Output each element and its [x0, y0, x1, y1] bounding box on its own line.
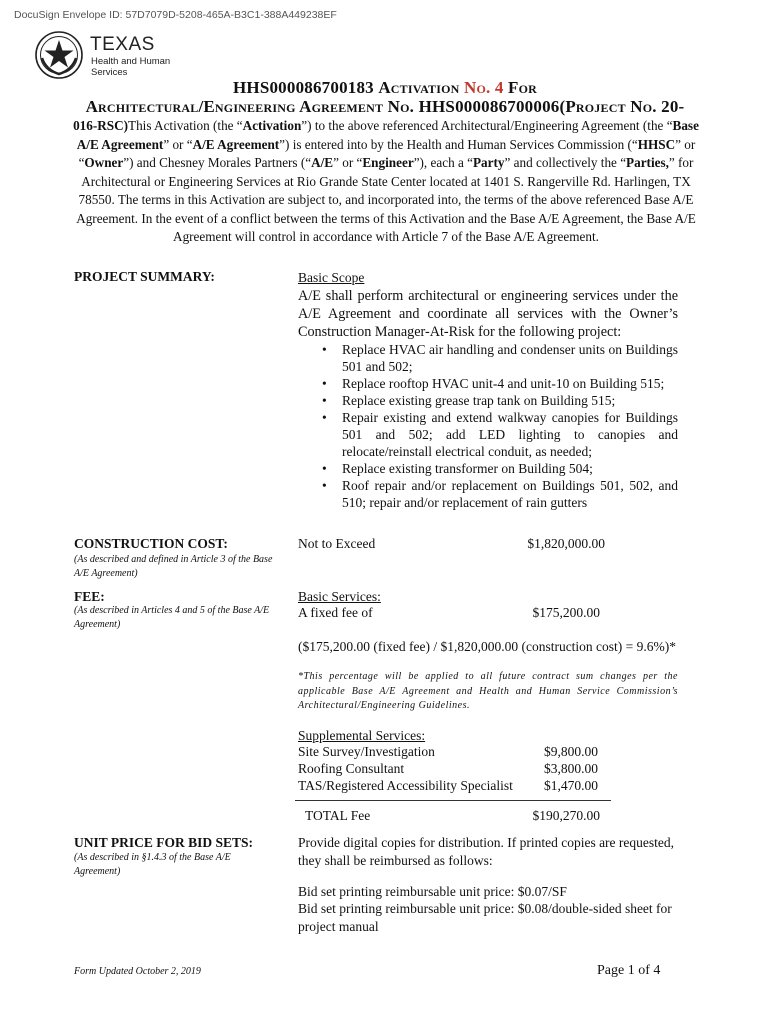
intro-paragraph: 016-RSC)This Activation (the “Activation”) to the above referenced Architectural/Engineering Agreement (the “Base A/E Agreement” or “A/E Agreement”) is entered into by the Health and Human Services Commission (“HHSC” or “Owner”) and Chesney Morales Partners (“A/E” or “Engineer”), each a “Party” and collectively the “Parties,” for Architectural or Engineering Services at Rio Grande State Center located at 1401 S. Rangerville Rd. Harlingen, TX 78550. The terms in this Activation are subject to, and incorporated into, the terms of the above referenced Base A/E Agreement. In the event of a conflict between the terms of this Activation and the Base A/E Agreement, the Base A/E Agreement will control in accordance with Article 7 of the Base A/E Agreement. [73, 118, 699, 244]
scope-list-item: • Replace HVAC air handling and condenser units on Buildings 501 and 502; [342, 341, 678, 375]
construction-cost-note: (As described and defined in Article 3 of the Base A/E Agreement) [74, 554, 273, 579]
title-line-1: HHS000086700183 Activation No. 4 For [232, 78, 538, 97]
total-divider [295, 800, 611, 801]
supplemental-item-name: Site Survey/Investigation [298, 744, 435, 759]
total-fee-label: TOTAL Fee [305, 808, 371, 823]
basic-scope-heading: Basic Scope [298, 270, 365, 285]
fee-footnote: *This percentage will be applied to all future contract sum changes per the applicable Base A/E Agreement and Health and Human Service Commission’s Architectural/Engineering Guidelines. [298, 671, 678, 711]
unit-price-text: Provide digital copies for distribution. If printed copies are requested, they shall be reimbursed as follows: [298, 835, 675, 868]
hhs-logo [34, 30, 184, 82]
scope-list-item: • Roof repair and/or replacement on Buildings 501, 502, and 510; repair and/or replacement of rain gutters [342, 477, 678, 511]
supplemental-item-amount: $1,470.00 [544, 778, 598, 793]
texas-seal-icon [34, 30, 84, 80]
supplemental-item-name: TAS/Registered Accessibility Specialist [298, 778, 513, 793]
logo-subtitle: Health and Human Services [91, 56, 171, 78]
logo-texas-text: TEXAS [90, 34, 155, 55]
title-line-2: Architectural/Engineering Agreement No. HHS000086700006(Project No. 20- [85, 97, 685, 116]
unit-price-line-2: Bid set printing reimbursable unit price: $0.08/double-sided sheet for project manual [298, 901, 672, 934]
fee-label: FEE: [74, 589, 105, 604]
construction-cost-amount: $1,820,000.00 [527, 536, 605, 551]
fee-formula: ($175,200.00 (fixed fee) / $1,820,000.00 (construction cost) = 9.6%)* [298, 639, 677, 654]
total-fee-amount: $190,270.00 [532, 808, 600, 823]
scope-list-item: • Replace existing grease trap tank on Building 515; [342, 392, 678, 409]
supplemental-heading: Supplemental Services: [298, 728, 426, 743]
envelope-id: DocuSign Envelope ID: 57D7079D-5208-465A-B3C1-388A449238EF [14, 9, 337, 21]
supplemental-item-amount: $9,800.00 [544, 744, 598, 759]
page-number: Page 1 of 4 [597, 963, 661, 978]
scope-list-item: • Replace rooftop HVAC unit-4 and unit-10 on Building 515; [342, 375, 678, 392]
basic-services-heading: Basic Services: [298, 589, 381, 604]
fee-note: (As described in Articles 4 and 5 of the Base A/E Agreement) [74, 605, 270, 630]
basic-scope-text: A/E shall perform architectural or engineering services under the A/E Agreement and coordinate all services with the Owner’s Construction Manager-At-Risk for the following project: [298, 288, 678, 340]
construction-cost-text: Not to Exceed [298, 536, 376, 551]
scope-list [298, 341, 678, 511]
unit-price-line-1: Bid set printing reimbursable unit price: $0.07/SF [298, 884, 567, 899]
scope-list-item: • Replace existing transformer on Building 504; [342, 460, 678, 477]
unit-price-label: UNIT PRICE FOR BID SETS: [74, 835, 254, 850]
unit-price-note: (As described in §1.4.3 of the Base A/E Agreement) [74, 852, 231, 877]
basic-services-amount: $175,200.00 [532, 605, 600, 620]
basic-services-text: A fixed fee of [298, 605, 373, 620]
scope-list-item: • Repair existing and extend walkway canopies for Buildings 501 and 502; add LED lighting to canopies and relocate/reinstall electrical conduit, as needed; [342, 409, 678, 460]
project-summary-label: PROJECT SUMMARY: [74, 269, 215, 284]
form-updated-date: Form Updated October 2, 2019 [74, 966, 201, 977]
construction-cost-label: CONSTRUCTION COST: [74, 536, 228, 551]
supplemental-item-amount: $3,800.00 [544, 761, 598, 776]
supplemental-item-name: Roofing Consultant [298, 761, 405, 776]
project-summary-content [298, 269, 678, 511]
